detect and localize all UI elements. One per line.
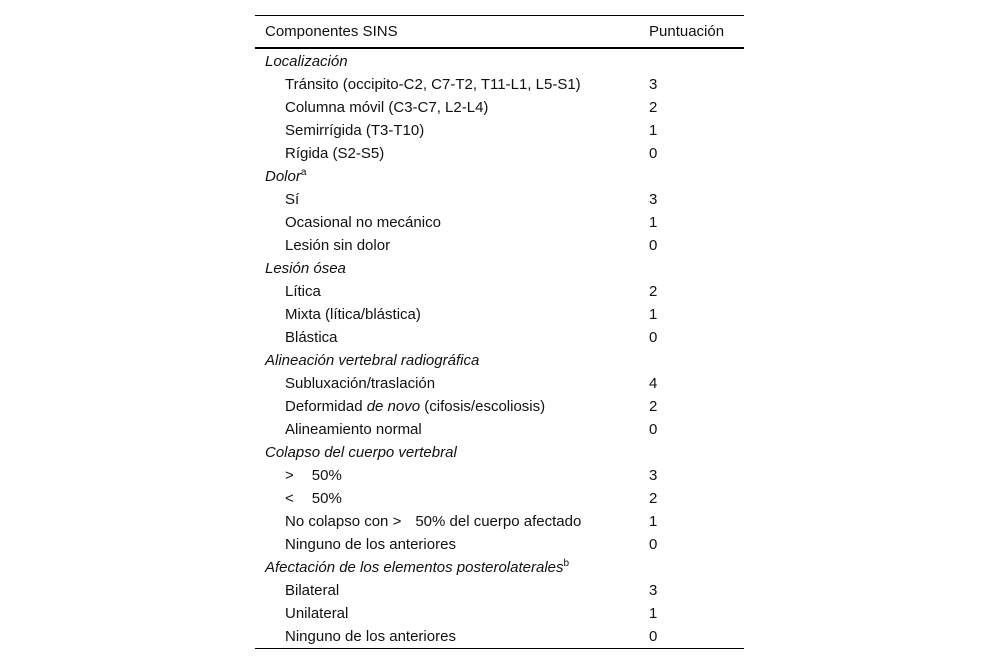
row-score: 2 xyxy=(649,490,658,507)
row-label-pre: Deformidad xyxy=(285,398,367,415)
header-components: Componentes SINS xyxy=(255,16,639,49)
table-row xyxy=(255,96,744,119)
row-score: 4 xyxy=(649,375,658,392)
table-row xyxy=(255,119,744,142)
table-row xyxy=(255,487,744,510)
footnote-marker: a xyxy=(300,167,307,178)
table-row xyxy=(255,280,744,303)
row-label: Sí xyxy=(285,191,300,208)
category-row-lesion xyxy=(255,257,744,280)
table-row xyxy=(255,510,744,533)
table-row xyxy=(255,372,744,395)
row-score: 3 xyxy=(649,191,658,208)
row-label: Ninguno de los anteriores xyxy=(255,625,639,649)
table-row xyxy=(255,234,744,257)
table-row xyxy=(255,464,744,487)
row-label: Rígida (S2-S5) xyxy=(285,145,385,162)
category-title: Colapso del cuerpo vertebral xyxy=(265,444,457,461)
row-label-emphasis: de novo xyxy=(366,398,421,415)
row-label: 50% xyxy=(311,467,342,484)
row-score: 0 xyxy=(639,625,744,649)
comparison-operator: > xyxy=(285,467,294,484)
category-cell xyxy=(255,556,639,579)
row-label: Blástica xyxy=(285,329,338,346)
category-title: Localización xyxy=(265,53,348,70)
category-row-dolor xyxy=(255,165,744,188)
row-score: 3 xyxy=(649,467,658,484)
category-row-colapso xyxy=(255,441,744,464)
row-label-composite xyxy=(255,395,639,418)
table-row xyxy=(255,188,744,211)
row-label: Tránsito (occipito-C2, C7-T2, T11-L1, L5-S1) xyxy=(285,76,581,93)
table-row xyxy=(255,211,744,234)
comparison-operator: < xyxy=(285,490,294,507)
sins-score-table xyxy=(255,15,744,649)
category-cell xyxy=(255,165,639,188)
category-title: Dolor xyxy=(265,168,301,185)
row-score: 1 xyxy=(649,513,658,530)
row-label-composite xyxy=(255,487,639,510)
row-label: Ocasional no mecánico xyxy=(285,214,441,231)
row-score: 1 xyxy=(649,122,658,139)
row-label-post: (cifosis/escoliosis) xyxy=(420,398,546,415)
table-row xyxy=(255,395,744,418)
table-row xyxy=(255,625,744,649)
table-row xyxy=(255,303,744,326)
table-row xyxy=(255,326,744,349)
category-title: Alineación vertebral radiográfica xyxy=(265,352,480,369)
row-label: Subluxación/traslación xyxy=(285,375,436,392)
row-label: Unilateral xyxy=(285,605,349,622)
row-score: 1 xyxy=(649,605,658,622)
row-label: Lítica xyxy=(285,283,321,300)
footnote-marker: b xyxy=(563,558,570,569)
row-label: Ninguno de los anteriores xyxy=(285,536,456,553)
table-row xyxy=(255,602,744,625)
row-label: 50% xyxy=(311,490,342,507)
row-score: 0 xyxy=(649,145,658,162)
row-score: 1 xyxy=(649,306,658,323)
category-title: Lesión ósea xyxy=(265,260,346,277)
row-score: 3 xyxy=(649,76,658,93)
row-score: 3 xyxy=(649,582,658,599)
row-score: 0 xyxy=(649,329,658,346)
table-row xyxy=(255,418,744,441)
row-label: Mixta (lítica/blástica) xyxy=(285,306,421,323)
row-score: 0 xyxy=(649,421,658,438)
table-body xyxy=(255,48,744,649)
row-label: Columna móvil (C3-C7, L2-L4) xyxy=(285,99,489,116)
row-score: 2 xyxy=(649,99,658,116)
table-row xyxy=(255,142,744,165)
row-label-post: 50% del cuerpo afectado xyxy=(415,513,582,530)
row-label-composite xyxy=(255,510,639,533)
sins-table-container xyxy=(255,15,744,649)
row-score: 0 xyxy=(649,536,658,553)
table-row xyxy=(255,73,744,96)
row-score: 1 xyxy=(649,214,658,231)
category-row-alineacion xyxy=(255,349,744,372)
row-label-pre: No colapso con > xyxy=(285,513,402,530)
category-row-afectacion xyxy=(255,556,744,579)
row-label: Semirrígida (T3-T10) xyxy=(285,122,425,139)
row-score: 0 xyxy=(649,237,658,254)
row-score: 2 xyxy=(649,398,658,415)
category-row-localizacion xyxy=(255,48,744,73)
row-label: Alineamiento normal xyxy=(285,421,422,438)
row-label: Bilateral xyxy=(285,582,340,599)
category-title: Afectación de los elementos posterolaterales xyxy=(265,559,564,576)
header-score: Puntuación xyxy=(639,16,744,49)
row-score: 2 xyxy=(649,283,658,300)
table-row xyxy=(255,533,744,556)
header-row xyxy=(255,16,744,49)
row-label: Lesión sin dolor xyxy=(285,237,391,254)
row-label-composite xyxy=(255,464,639,487)
table-row xyxy=(255,579,744,602)
table-header xyxy=(255,16,744,49)
